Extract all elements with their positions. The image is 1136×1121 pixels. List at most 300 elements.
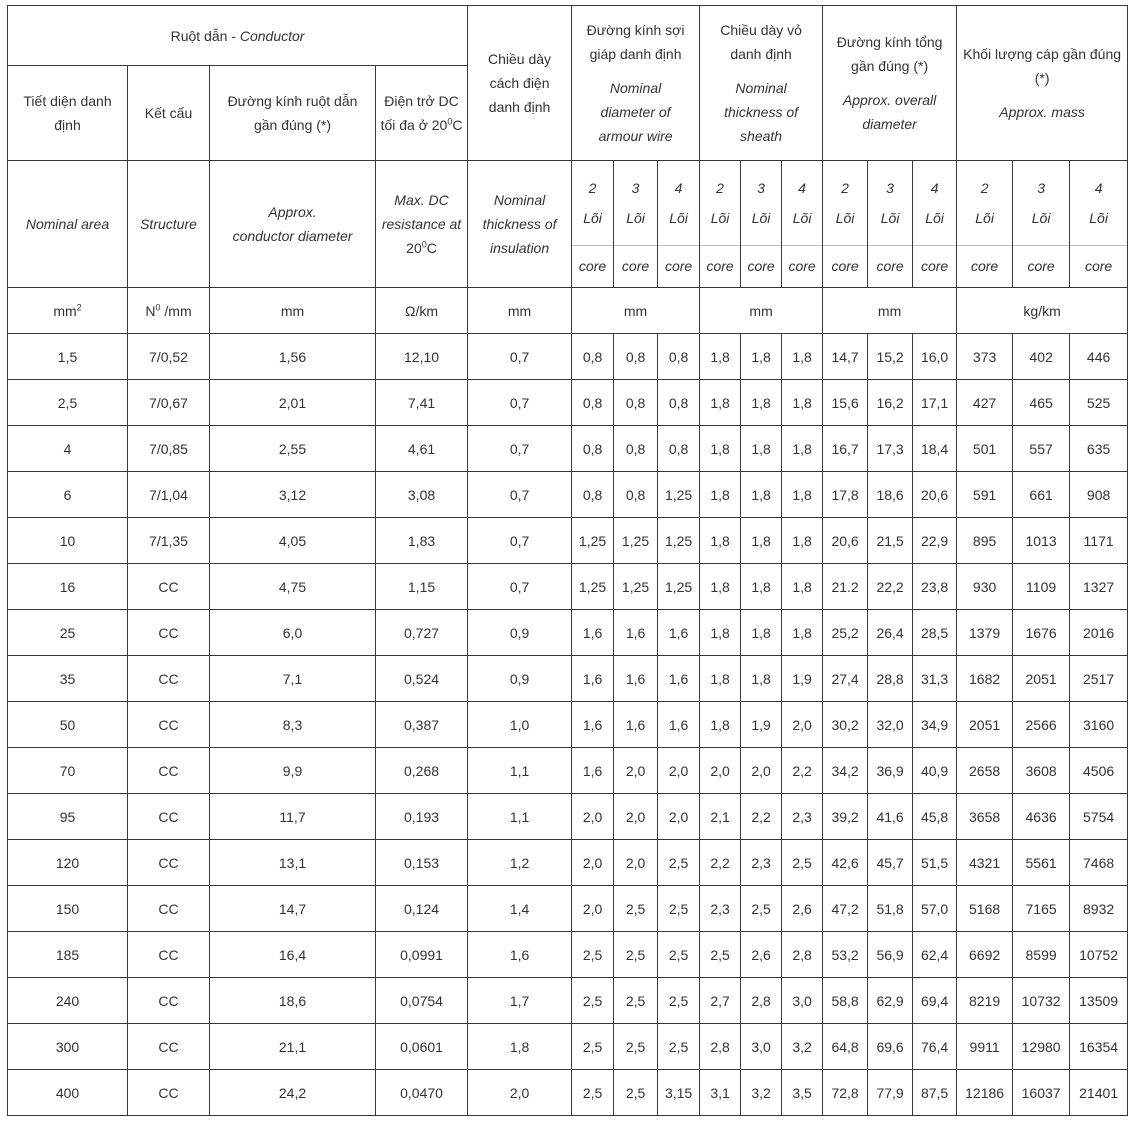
table-row: [8, 932, 1128, 978]
table-cell: 2,5: [572, 1070, 614, 1116]
core-label-en: core: [700, 245, 740, 287]
table-row: [8, 1024, 1128, 1070]
table-cell: 2,2: [741, 794, 782, 840]
core-label-en: core: [1013, 245, 1069, 287]
sheath-en-line: sheath: [740, 128, 783, 144]
table-cell: 18,4: [913, 426, 957, 472]
table-cell: 2,5: [658, 886, 700, 932]
table-cell: 4: [8, 426, 128, 472]
core-label-vi: Lõi: [1089, 210, 1108, 226]
table-cell: 1682: [957, 656, 1013, 702]
insulation-header: [468, 6, 572, 161]
table-cell: 17,8: [823, 472, 868, 518]
resistance-vi-line: Điện trở DC: [384, 93, 459, 109]
table-cell: 2566: [1013, 702, 1070, 748]
table-cell: 635: [1070, 426, 1128, 472]
table-cell: 2,6: [741, 932, 782, 978]
table-cell: 25: [8, 610, 128, 656]
table-cell: 1109: [1013, 564, 1070, 610]
table-row: [8, 794, 1128, 840]
overall-core-header: [868, 161, 913, 288]
table-cell: 0,9: [468, 656, 572, 702]
table-cell: 4,61: [376, 426, 468, 472]
table-row: [8, 656, 1128, 702]
resistance-en-temp: 20: [406, 240, 422, 256]
core-label-vi: Lõi: [751, 210, 771, 226]
core-label-en: core: [913, 245, 956, 287]
table-cell: 1,8: [700, 380, 741, 426]
table-cell: 2,5: [700, 932, 741, 978]
table-cell: 0,0991: [376, 932, 468, 978]
table-cell: 1,8: [782, 380, 823, 426]
table-cell: 300: [8, 1024, 128, 1070]
table-cell: 2,0: [700, 748, 741, 794]
table-cell: 1,6: [614, 702, 658, 748]
area-vi-line: định: [54, 117, 81, 133]
table-cell: 1,6: [468, 932, 572, 978]
table-cell: 2,5: [614, 932, 658, 978]
resistance-header-en: [376, 161, 468, 288]
structure-unit-sup: 0: [155, 301, 161, 312]
table-cell: 77,9: [868, 1070, 913, 1116]
table-cell: 1,1: [468, 748, 572, 794]
table-cell: 10732: [1013, 978, 1070, 1024]
table-cell: 1,25: [658, 564, 700, 610]
table-cell: 1,6: [572, 610, 614, 656]
degree-sup: 0: [447, 116, 453, 127]
table-cell: 1,8: [700, 426, 741, 472]
table-cell: 45,7: [868, 840, 913, 886]
table-cell: 3658: [957, 794, 1013, 840]
table-cell: 2,0: [614, 794, 658, 840]
core-count: 4: [674, 180, 683, 196]
table-cell: 8219: [957, 978, 1013, 1024]
table-cell: 591: [957, 472, 1013, 518]
table-cell: 26,4: [868, 610, 913, 656]
core-count: 4: [1094, 180, 1103, 196]
table-cell: 22,2: [868, 564, 913, 610]
table-cell: 2,7: [700, 978, 741, 1024]
core-count: 4: [798, 180, 806, 196]
table-cell: 1,2: [468, 840, 572, 886]
resistance-vi-text: tối đa ở 20: [380, 117, 448, 133]
table-cell: 20,6: [823, 518, 868, 564]
table-cell: CC: [128, 886, 210, 932]
table-cell: 95: [8, 794, 128, 840]
table-cell: 31,3: [913, 656, 957, 702]
table-cell: 30,2: [823, 702, 868, 748]
armour-en-line: diameter of: [600, 104, 671, 120]
units-row: [8, 288, 1128, 334]
table-cell: 0,7: [468, 380, 572, 426]
table-row: [8, 886, 1128, 932]
table-cell: 427: [957, 380, 1013, 426]
table-cell: 3,2: [741, 1070, 782, 1116]
table-cell: 21,5: [868, 518, 913, 564]
table-cell: 7/1,35: [128, 518, 210, 564]
table-cell: 21,1: [210, 1024, 376, 1070]
table-cell: 6692: [957, 932, 1013, 978]
table-cell: 3,0: [782, 978, 823, 1024]
table-cell: 27,4: [823, 656, 868, 702]
table-cell: 2,5: [782, 840, 823, 886]
overall-en-line: Approx. overall: [842, 92, 937, 108]
sheath-core-header: [700, 161, 741, 288]
core-count: 4: [930, 180, 939, 196]
table-row: [8, 380, 1128, 426]
core-label-en: core: [658, 245, 699, 287]
table-cell: 3,12: [210, 472, 376, 518]
table-cell: 34,2: [823, 748, 868, 794]
resistance-en-line: [378, 236, 465, 260]
table-cell: 150: [8, 886, 128, 932]
armour-header: [572, 6, 700, 161]
table-cell: 1,6: [614, 610, 658, 656]
structure-unit-rest: /mm: [160, 302, 192, 319]
table-cell: 7/1,04: [128, 472, 210, 518]
diameter-header-en: [210, 161, 376, 288]
sheath-vi-line: danh định: [730, 46, 792, 62]
table-cell: 12980: [1013, 1024, 1070, 1070]
table-cell: 2,0: [572, 886, 614, 932]
conductor-group-header: [8, 6, 468, 66]
table-cell: 0,8: [572, 334, 614, 380]
overall-vi-line: gần đúng (*): [851, 58, 929, 74]
table-cell: 11,7: [210, 794, 376, 840]
table-cell: 2,1: [700, 794, 741, 840]
table-cell: 0,524: [376, 656, 468, 702]
conductor-label-en: Conductor: [239, 27, 305, 44]
table-cell: CC: [128, 794, 210, 840]
table-cell: 2,0: [782, 702, 823, 748]
mass-header: [957, 6, 1128, 161]
table-cell: 51,5: [913, 840, 957, 886]
table-cell: 3,2: [782, 1024, 823, 1070]
resistance-en-unit: C: [426, 240, 437, 256]
table-cell: 7,1: [210, 656, 376, 702]
table-cell: CC: [128, 564, 210, 610]
table-cell: 1,8: [741, 380, 782, 426]
table-cell: 32,0: [868, 702, 913, 748]
table-cell: 240: [8, 978, 128, 1024]
table-cell: 7/0,52: [128, 334, 210, 380]
table-cell: 4,75: [210, 564, 376, 610]
core-label-vi: Lõi: [710, 210, 730, 226]
cable-spec-table: [7, 5, 1128, 1116]
table-cell: 446: [1070, 334, 1128, 380]
table-cell: 1,0: [468, 702, 572, 748]
table-cell: 72,8: [823, 1070, 868, 1116]
conductor-label-vi: Ruột dẫn -: [170, 27, 236, 44]
table-cell: 22,9: [913, 518, 957, 564]
diameter-en-line: Approx.: [268, 204, 317, 220]
table-cell: 16: [8, 564, 128, 610]
table-cell: 4506: [1070, 748, 1128, 794]
table-cell: 908: [1070, 472, 1128, 518]
table-cell: 2,3: [782, 794, 823, 840]
mass-core-header: [957, 161, 1013, 288]
table-cell: 2,0: [658, 748, 700, 794]
table-cell: 2517: [1070, 656, 1128, 702]
structure-unit-n: N: [145, 302, 156, 319]
table-cell: 13,1: [210, 840, 376, 886]
overall-core-header: [823, 161, 868, 288]
resistance-vi-line: [378, 113, 465, 137]
table-cell: 1,8: [741, 518, 782, 564]
mass-vi-line: (*): [1034, 70, 1050, 86]
insulation-unit: mm: [468, 288, 572, 334]
table-cell: 2,0: [572, 840, 614, 886]
table-cell: 1,8: [700, 656, 741, 702]
table-cell: 21.2: [823, 564, 868, 610]
table-cell: CC: [128, 1070, 210, 1116]
table-cell: 1,8: [700, 334, 741, 380]
table-cell: 24,2: [210, 1070, 376, 1116]
table-cell: 1,25: [658, 472, 700, 518]
table-cell: 50: [8, 702, 128, 748]
table-cell: 2,5: [614, 886, 658, 932]
table-row: [8, 472, 1128, 518]
table-cell: 3,1: [700, 1070, 741, 1116]
resistance-en-line: Max. DC: [394, 192, 449, 208]
table-cell: 23,8: [913, 564, 957, 610]
table-cell: 1,8: [700, 518, 741, 564]
core-label-vi: Lõi: [925, 210, 944, 226]
table-cell: 8,3: [210, 702, 376, 748]
table-cell: 1,8: [741, 426, 782, 472]
table-cell: 1,25: [614, 518, 658, 564]
table-cell: 0,8: [572, 472, 614, 518]
table-cell: 14,7: [823, 334, 868, 380]
core-label-vi: Lõi: [880, 210, 900, 226]
table-cell: 6,0: [210, 610, 376, 656]
table-cell: 58,8: [823, 978, 868, 1024]
cable-spec-sheet: [7, 5, 1127, 1116]
core-count: 3: [631, 180, 640, 196]
table-cell: 2,55: [210, 426, 376, 472]
insulation-line: Chiều dày: [488, 51, 552, 67]
table-cell: 41,6: [868, 794, 913, 840]
table-cell: CC: [128, 840, 210, 886]
table-cell: 2,0: [614, 840, 658, 886]
sheath-header: [700, 6, 823, 161]
table-cell: 4636: [1013, 794, 1070, 840]
structure-header-en: Structure: [128, 161, 210, 288]
table-body: [8, 334, 1128, 1116]
table-cell: 1,8: [700, 472, 741, 518]
area-header-en: Nominal area: [8, 161, 128, 288]
table-cell: 2,5: [658, 978, 700, 1024]
table-cell: 1,8: [741, 656, 782, 702]
mass-en-line: Approx. mass: [999, 104, 1085, 120]
table-cell: 47,2: [823, 886, 868, 932]
table-cell: 525: [1070, 380, 1128, 426]
insulation-header-en: [468, 161, 572, 288]
table-cell: 2,5: [614, 1070, 658, 1116]
table-cell: 501: [957, 426, 1013, 472]
table-cell: 1,8: [700, 610, 741, 656]
table-cell: 20,6: [913, 472, 957, 518]
sheath-unit: mm: [700, 288, 823, 334]
core-label-en: core: [782, 245, 822, 287]
armour-vi-line: giáp danh định: [589, 46, 682, 62]
overall-core-header: [913, 161, 957, 288]
table-cell: 1,8: [782, 610, 823, 656]
table-cell: 2,0: [658, 794, 700, 840]
table-cell: 0,7: [468, 334, 572, 380]
table-cell: 69,6: [868, 1024, 913, 1070]
table-cell: 1,8: [700, 564, 741, 610]
core-label-en: core: [957, 245, 1012, 287]
sheath-core-header: [782, 161, 823, 288]
table-cell: 3160: [1070, 702, 1128, 748]
core-label-en: core: [823, 245, 867, 287]
table-cell: 1,6: [658, 656, 700, 702]
table-cell: 1013: [1013, 518, 1070, 564]
table-cell: 39,2: [823, 794, 868, 840]
table-cell: 0,124: [376, 886, 468, 932]
table-cell: 1,4: [468, 886, 572, 932]
table-cell: CC: [128, 702, 210, 748]
table-cell: 62,9: [868, 978, 913, 1024]
table-cell: 8599: [1013, 932, 1070, 978]
header-row-top: [8, 6, 1128, 66]
table-cell: 56,9: [868, 932, 913, 978]
table-cell: 1,8: [782, 518, 823, 564]
table-cell: 7/0,85: [128, 426, 210, 472]
resistance-en-line: resistance at: [381, 216, 462, 232]
table-cell: 76,4: [913, 1024, 957, 1070]
table-cell: 14,7: [210, 886, 376, 932]
table-cell: 5754: [1070, 794, 1128, 840]
core-label-vi: Lõi: [583, 210, 602, 226]
table-cell: 13509: [1070, 978, 1128, 1024]
table-cell: 1,8: [468, 1024, 572, 1070]
table-cell: 0,153: [376, 840, 468, 886]
table-cell: 17,1: [913, 380, 957, 426]
table-cell: 2,01: [210, 380, 376, 426]
table-cell: 3,08: [376, 472, 468, 518]
core-count: 3: [886, 180, 894, 196]
table-cell: 2,5: [614, 978, 658, 1024]
table-cell: 1,8: [782, 426, 823, 472]
table-cell: 8932: [1070, 886, 1128, 932]
table-cell: 2,0: [572, 794, 614, 840]
insulation-line: danh định: [488, 99, 551, 115]
diameter-en-line: conductor diameter: [232, 228, 353, 244]
table-cell: 402: [1013, 334, 1070, 380]
mass-unit: kg/km: [957, 288, 1128, 334]
table-cell: 18,6: [868, 472, 913, 518]
diameter-vi-line: gần đúng (*): [253, 117, 332, 133]
table-cell: 2,0: [741, 748, 782, 794]
table-cell: 5561: [1013, 840, 1070, 886]
table-row: [8, 702, 1128, 748]
table-cell: 70: [8, 748, 128, 794]
table-cell: 1,6: [572, 702, 614, 748]
core-label-vi: Lõi: [792, 210, 812, 226]
table-cell: 1,25: [572, 564, 614, 610]
table-cell: 10: [8, 518, 128, 564]
table-cell: 0,7: [468, 426, 572, 472]
table-cell: 7/0,67: [128, 380, 210, 426]
table-cell: 2658: [957, 748, 1013, 794]
diameter-vi-line: Đường kính ruột dẫn: [227, 93, 358, 109]
table-cell: 1171: [1070, 518, 1128, 564]
table-cell: 2,6: [782, 886, 823, 932]
table-cell: CC: [128, 932, 210, 978]
structure-unit: [128, 288, 210, 334]
area-header-vi: [8, 66, 128, 161]
insulation-en-line: thickness of: [482, 216, 557, 232]
table-row: [8, 1070, 1128, 1116]
table-cell: 3,5: [782, 1070, 823, 1116]
diameter-unit: mm: [210, 288, 376, 334]
table-cell: 45,8: [913, 794, 957, 840]
table-cell: 1,6: [572, 656, 614, 702]
table-cell: 17,3: [868, 426, 913, 472]
table-row: [8, 610, 1128, 656]
table-cell: 28,8: [868, 656, 913, 702]
table-cell: 1676: [1013, 610, 1070, 656]
table-cell: 4,05: [210, 518, 376, 564]
table-cell: 0,387: [376, 702, 468, 748]
area-vi-line: Tiết diện danh: [23, 93, 112, 109]
table-cell: 1,56: [210, 334, 376, 380]
table-cell: 16354: [1070, 1024, 1128, 1070]
table-cell: 0,0470: [376, 1070, 468, 1116]
core-label-vi: Lõi: [835, 210, 855, 226]
table-cell: 1,8: [782, 334, 823, 380]
core-label-en: core: [614, 245, 657, 287]
table-cell: 0,0601: [376, 1024, 468, 1070]
table-cell: 2,5: [614, 1024, 658, 1070]
table-cell: 1,8: [741, 472, 782, 518]
table-cell: 21401: [1070, 1070, 1128, 1116]
structure-header-vi: Kết cấu: [128, 66, 210, 161]
table-cell: 0,0754: [376, 978, 468, 1024]
table-cell: 1,9: [782, 656, 823, 702]
armour-core-header: [658, 161, 700, 288]
table-row: [8, 978, 1128, 1024]
table-cell: 2,5: [741, 886, 782, 932]
table-cell: 1,6: [572, 748, 614, 794]
table-cell: 2,2: [782, 748, 823, 794]
mass-core-header: [1013, 161, 1070, 288]
table-cell: 4321: [957, 840, 1013, 886]
table-cell: 0,8: [614, 380, 658, 426]
table-cell: 2,5: [8, 380, 128, 426]
table-cell: 1,83: [376, 518, 468, 564]
table-cell: 1,6: [614, 656, 658, 702]
table-cell: 2,5: [658, 932, 700, 978]
table-row: [8, 334, 1128, 380]
table-cell: 2016: [1070, 610, 1128, 656]
table-cell: 7,41: [376, 380, 468, 426]
table-cell: CC: [128, 610, 210, 656]
table-cell: 2,8: [700, 1024, 741, 1070]
table-cell: 35: [8, 656, 128, 702]
table-cell: 0,8: [614, 334, 658, 380]
table-cell: 15,2: [868, 334, 913, 380]
table-cell: CC: [128, 1024, 210, 1070]
core-count: 3: [1037, 180, 1045, 196]
core-count: 2: [716, 180, 724, 196]
table-cell: CC: [128, 978, 210, 1024]
table-cell: 15,6: [823, 380, 868, 426]
core-label-vi: Lõi: [669, 210, 688, 226]
table-cell: 895: [957, 518, 1013, 564]
